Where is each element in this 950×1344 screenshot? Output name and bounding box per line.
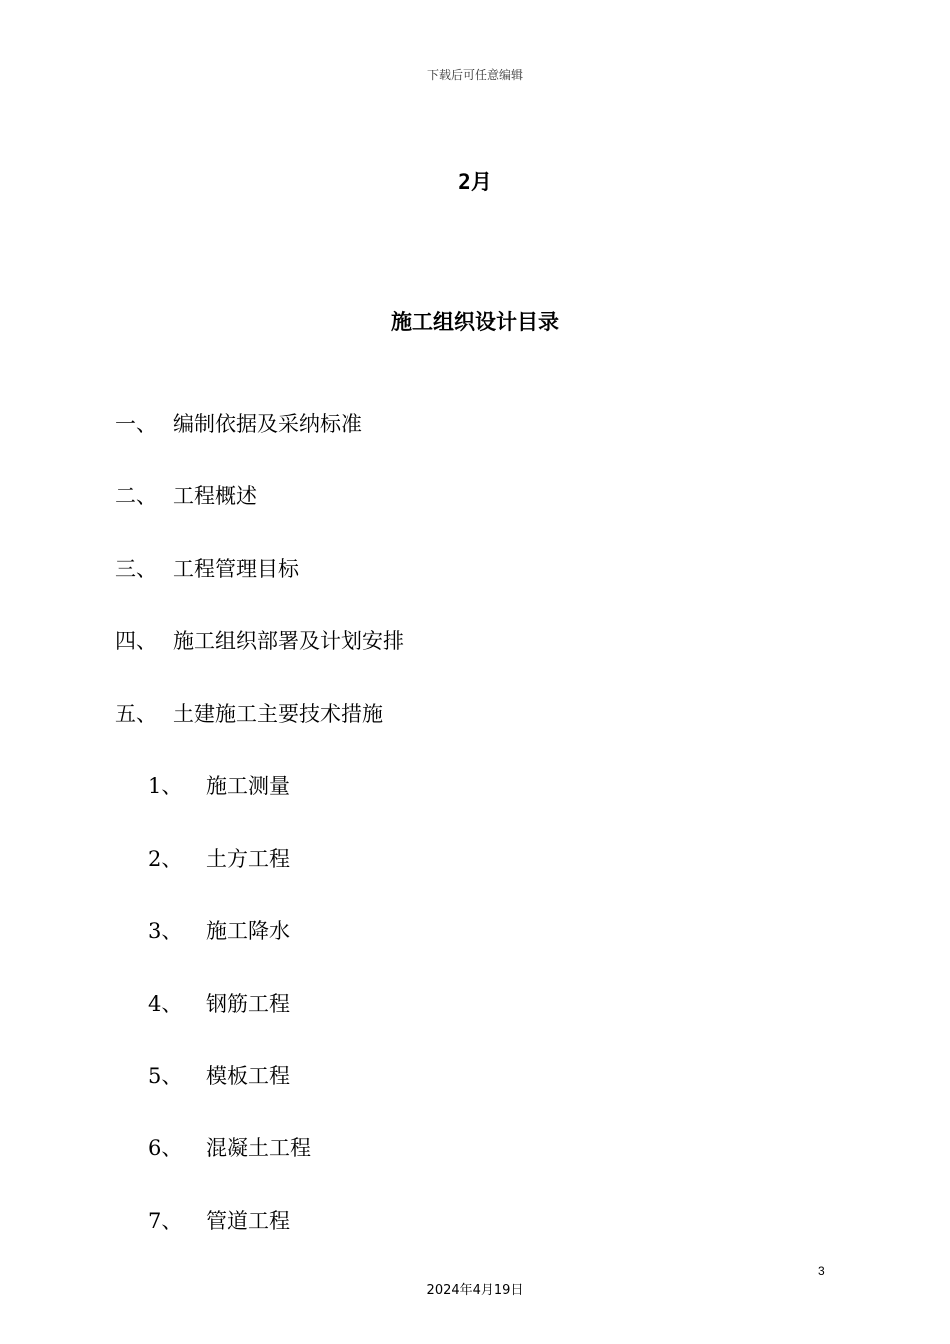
toc-item-number: 四、 (115, 629, 157, 653)
toc-subitem-number: 7、 (148, 1209, 183, 1233)
toc-item-number: 一、 (115, 412, 157, 436)
toc-subitem (148, 1134, 311, 1162)
toc-subitem (148, 845, 290, 873)
footer-date: 2024年4月19日 (426, 1283, 524, 1298)
header-note: 下载后可任意编辑 (426, 68, 523, 82)
toc-subitem-number: 1、 (148, 774, 183, 798)
toc-subitem-number: 6、 (148, 1136, 183, 1160)
toc-item (115, 700, 383, 728)
toc-subitem-number: 3、 (148, 919, 183, 943)
toc-item-label: 编制依据及采纳标准 (173, 412, 362, 436)
toc-item (115, 555, 299, 583)
toc-subitem-number: 5、 (148, 1064, 183, 1088)
toc-item (115, 482, 257, 510)
toc-subitem-label: 钢筋工程 (206, 992, 290, 1016)
toc-item-label: 土建施工主要技术措施 (173, 702, 383, 726)
toc-item (115, 410, 362, 438)
toc-subitem-number: 2、 (148, 847, 183, 871)
toc-item-label: 工程概述 (173, 484, 257, 508)
toc-item-label: 工程管理目标 (173, 557, 299, 581)
cover-month: 2月 (458, 170, 492, 194)
toc-subitem-number: 4、 (148, 992, 183, 1016)
toc-item-number: 三、 (115, 557, 157, 581)
toc-subitem-label: 施工测量 (206, 774, 290, 798)
toc-item-number: 二、 (115, 484, 157, 508)
toc-subitem-label: 土方工程 (206, 847, 290, 871)
toc-subitem (148, 1062, 290, 1090)
toc-item-label: 施工组织部署及计划安排 (173, 629, 404, 653)
toc-subitem (148, 917, 290, 945)
toc-subitem (148, 1207, 290, 1235)
toc-subitem (148, 990, 290, 1018)
toc-subitem-label: 模板工程 (206, 1064, 290, 1088)
page-number: 3 (818, 1264, 825, 1278)
toc-item (115, 627, 404, 655)
toc-item-number: 五、 (115, 702, 157, 726)
toc-subitem (148, 772, 290, 800)
toc-subitem-label: 施工降水 (206, 919, 290, 943)
toc-subitem-label: 混凝土工程 (206, 1136, 311, 1160)
toc-subitem-label: 管道工程 (206, 1209, 290, 1233)
toc-title: 施工组织设计目录 (391, 310, 559, 334)
